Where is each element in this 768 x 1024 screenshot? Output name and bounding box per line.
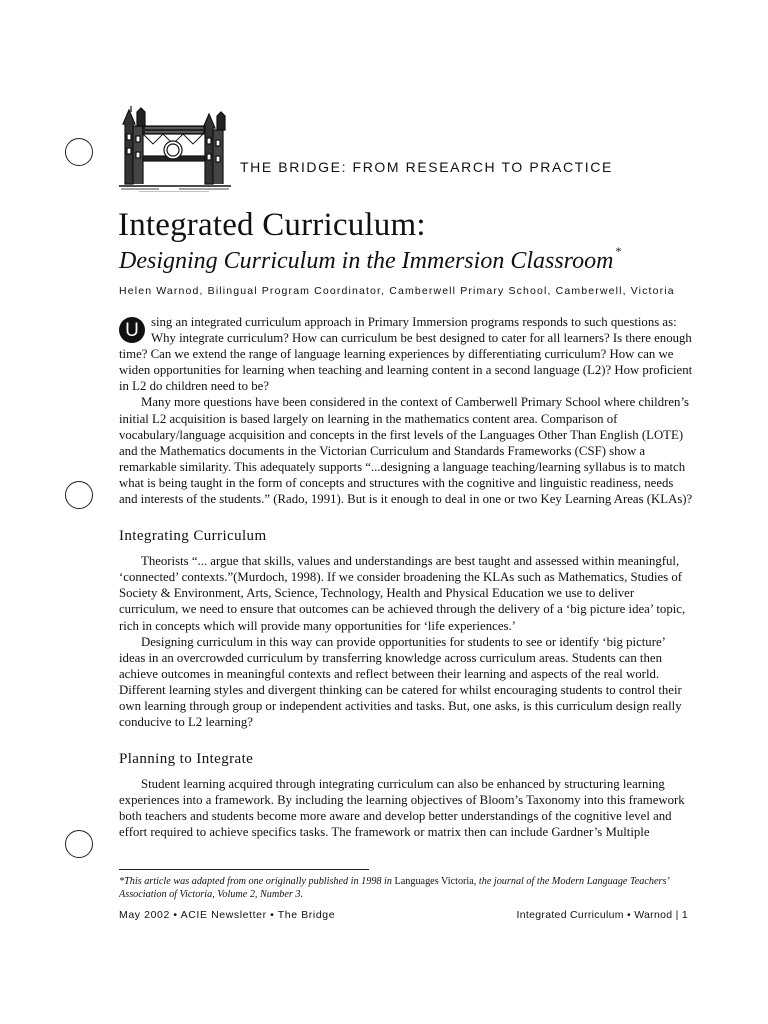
page-footer-left: May 2002 • ACIE Newsletter • The Bridge: [119, 909, 336, 921]
paragraph: Many more questions have been considered in the context of Camberwell Primary School where children’s initial L2 acquisition is based largely on learning in the mathematics content area. Comparison of vocabulary/language acquisition and concepts in the first levels of the Languages Other Than English (LOTE) and the Mathematics documents in the Victorian Curriculum and Standards Frameworks (CSF) show a remarkable similarity. This adequately supports “...designing a language teaching/learning syllabus is to match what is being taught in the form of concepts and structures with the cognitive and linguistic readiness, needs and interests of the students.” (Rado, 1991). But is it enough to deal in one or two Key Learning Areas (KLAs)?: [119, 395, 693, 507]
footnote-divider: [119, 869, 369, 870]
article-title: Integrated Curriculum:: [118, 207, 426, 243]
binder-hole-bottom: [65, 830, 93, 858]
footnote-publication: Languages Victoria: [394, 876, 474, 887]
paragraph: Designing curriculum in this way can provide opportunities for students to see or identify ‘big picture’ ideas in an overcrowded curriculum by transferring knowledge across curriculum areas. Students can then achieve outcomes in meaningful contexts and reflect between their learning and aspects of the real world. Different learning styles and divergent thinking can be catered for whilst encouraging students to control their own learning through group or independent activities and tasks. But, one asks, is this curriculum design really conducive to L2 learning?: [119, 634, 682, 730]
paragraph: [119, 314, 694, 394]
binder-hole-middle: [65, 481, 93, 509]
footnote-text-end: , the journal of the Modern Language Teachers’ Association of Victoria, Volume 2, Number 3.: [119, 876, 669, 900]
tower-bridge-icon: [119, 104, 231, 192]
subtitle-text: Designing Curriculum in the Immersion Classroom: [119, 248, 614, 274]
paragraph-text: sing an integrated curriculum approach in Primary Immersion programs responds to such questions as: Why integrate curriculum? How can curriculum be best designed to cater for all learners? Is there enough time? Can we extend the range of language learning experiences by differentiating curriculum? How can we widen opportunities for learning when teaching and learning content in a second language (L2)? How proficient in L2 do children need to be?: [119, 315, 693, 394]
article-subtitle: [119, 244, 622, 275]
paragraph: Student learning acquired through integrating curriculum can also be enhanced by structuring learning experiences into a framework. By including the learning objectives of Bloom’s Taxonomy into this framework both teachers and students become more aware and develop better understandings of the cognitive level and effort required to achieve specifics tasks. The framework or matrix then can include Gardner’s Multiple: [119, 777, 685, 840]
series-title: THE BRIDGE: FROM RESEARCH TO PRACTICE: [240, 159, 613, 175]
footnote: [119, 875, 694, 901]
article-body: [119, 314, 694, 841]
section-heading: Integrating Curriculum: [119, 528, 267, 545]
author-byline: Helen Warnod, Bilingual Program Coordinator, Camberwell Primary School, Camberwell, Victoria: [119, 285, 675, 297]
section-heading: Planning to Integrate: [119, 751, 254, 768]
binder-hole-top: [65, 138, 93, 166]
footnote-marker: *: [615, 244, 622, 258]
paragraph: Theorists “... argue that skills, values and understandings are best taught and assessed within meaningful, ‘connected’ contexts.”(Murdoch, 1998). If we consider broadening the KLAs such as Mathematics, Studies of Society & Environment, Arts, Science, Technology, Health and Physical Education we use to deliver curriculum, we need to ensure that outcomes can be achieved through the delivery of a ‘big picture idea’ topic, rich in concepts which will provide many opportunities for ‘life experiences.’: [119, 554, 686, 633]
drop-cap: U: [119, 317, 145, 343]
footnote-text: *This article was adapted from one originally published in 1998 in: [119, 876, 395, 887]
page-footer-right: Integrated Curriculum • Warnod | 1: [516, 909, 688, 921]
